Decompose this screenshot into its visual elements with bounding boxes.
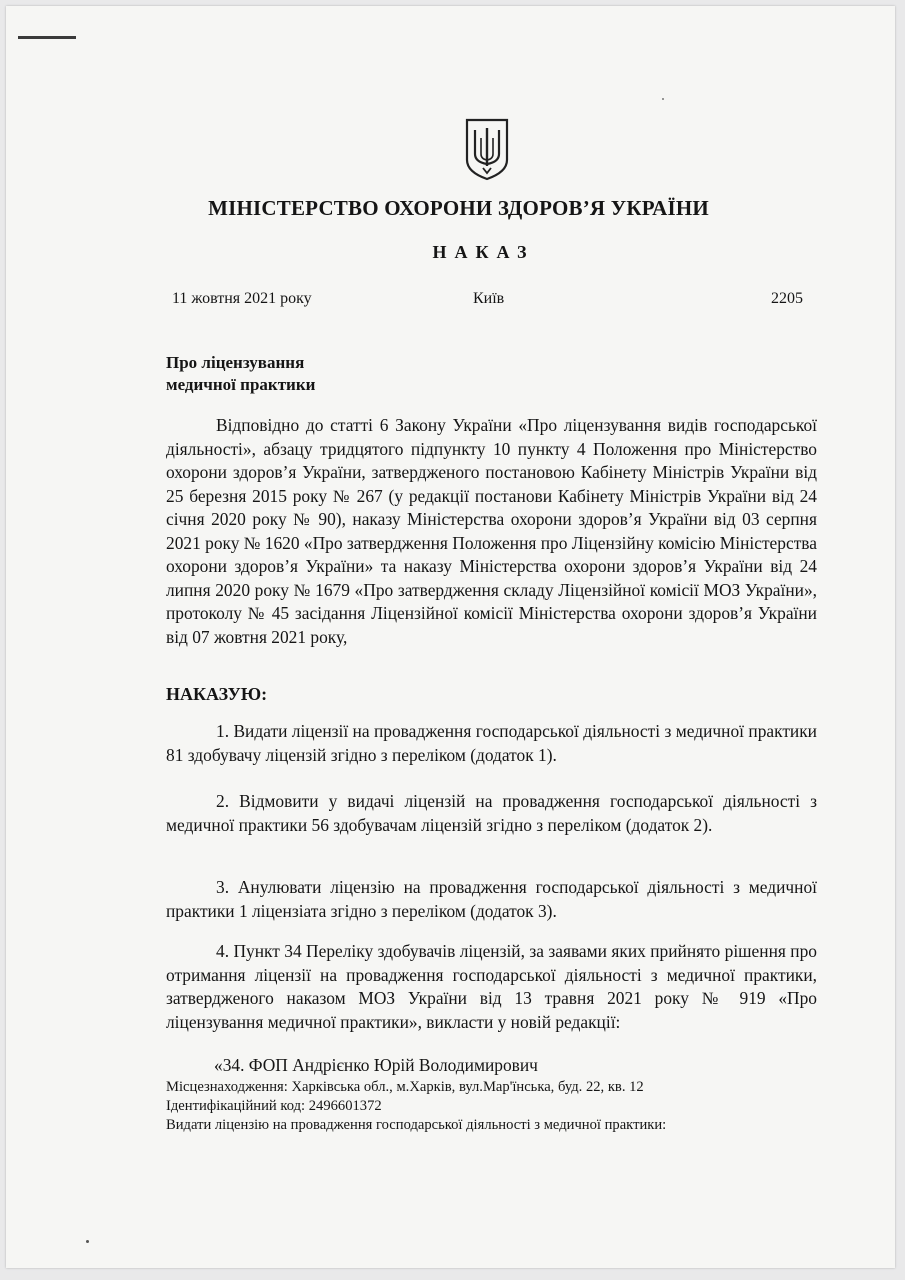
subject-line-2: медичної практики	[166, 375, 316, 394]
scan-mark	[18, 36, 76, 39]
scan-speck	[86, 1240, 89, 1243]
document-page	[6, 6, 895, 1268]
order-item-2: 2. Відмовити у видачі ліцензій на провадження господарської діяльності з медичної практики 56 здобувачам ліцензій згідно з переліком (додаток 2).	[166, 791, 817, 835]
ministry-title: МІНІСТЕРСТВО ОХОРОНИ ЗДОРОВ’Я УКРАЇНИ	[208, 196, 709, 220]
entry-license-text: Видати ліцензію на провадження господарської діяльності з медичної практики:	[166, 1117, 667, 1133]
subject-line-1: Про ліцензування	[166, 353, 305, 372]
order-number: 2205	[771, 290, 803, 307]
document-type: НАКАЗ	[432, 242, 535, 262]
order-city: Київ	[473, 290, 505, 307]
order-subject	[166, 352, 315, 396]
order-item-4: 4. Пункт 34 Переліку здобувачів ліцензій, за заявами яких прийнято рішення про отримання ліцензії на провадження господарської діяльності з медичної практики, затвердженого наказом МОЗ України від 13 травня 2021 року № 919 «Про ліцензування медичної практики», викласти у новій редакції:	[166, 941, 817, 1032]
order-date: 11 жовтня 2021 року	[172, 290, 312, 307]
order-item-1: 1. Видати ліцензії на провадження господарської діяльності з медичної практики 81 здобувачу ліцензій згідно з переліком (додаток 1).	[166, 721, 817, 765]
entry-id-code: Ідентифікаційний код: 2496601372	[166, 1098, 382, 1114]
quoted-entry-title: «34. ФОП Андрієнко Юрій Володимирович	[214, 1055, 538, 1075]
preamble-paragraph: Відповідно до статті 6 Закону України «Про ліцензування видів господарської діяльності», абзацу тридцятого підпункту 10 пункту 4 Положення про Міністерство охорони здоров’я України, затвердженого постановою Кабінету Міністрів України від 25 березня 2015 року № 267 (у редакції постанови Кабінету Міністрів України від 24 січня 2020 року № 90), наказу Міністерства охорони здоров’я України від 03 серпня 2021 року № 1620 «Про затвердження Положення про Ліцензійну комісію Міністерства охорони здоров’я України» та наказу Міністерства охорони здоров’я України від 24 липня 2020 року № 1679 «Про затвердження складу Ліцензійної комісії МОЗ України», протоколу № 45 засідання Ліцензійної комісії Міністерства охорони здоров’я України від 07 жовтня 2021 року,	[166, 415, 817, 647]
entry-location: Місцезнаходження: Харківська обл., м.Харків, вул.Мар'їнська, буд. 22, кв. 12	[166, 1079, 644, 1095]
order-item-3: 3. Анулювати ліцензію на провадження господарської діяльності з медичної практики 1 ліцензіата згідно з переліком (додаток 3).	[166, 877, 817, 921]
trident-coat-of-arms-icon	[463, 116, 511, 182]
order-heading: НАКАЗУЮ:	[166, 684, 268, 704]
scan-speck	[662, 98, 664, 100]
